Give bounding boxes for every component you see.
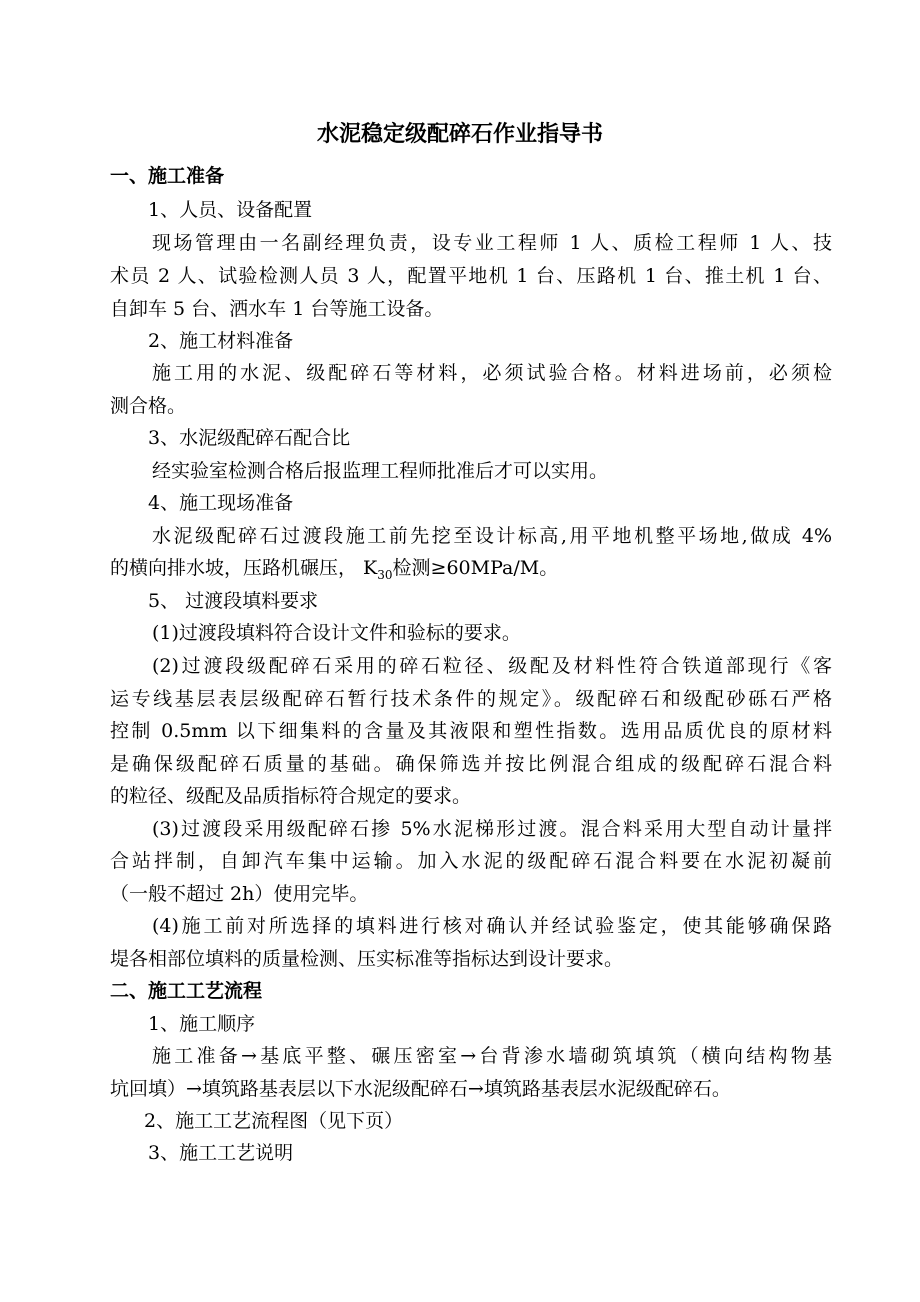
subsection-title: 3、水泥级配碎石配合比 bbox=[148, 427, 351, 449]
subsection-title: 1、人员、设备配置 bbox=[148, 199, 313, 221]
paragraph-line: 施工准备→基底平整、碾压密室→台背渗水墙砌筑填筑（横向结构物基 bbox=[152, 1045, 832, 1067]
paragraph-line bbox=[110, 555, 558, 588]
paragraph-line: 是确保级配碎石质量的基础。确保筛选并按比例混合组成的级配碎石混合料 bbox=[110, 753, 832, 775]
subscript: 30 bbox=[377, 567, 393, 582]
paragraph-line: 控制 0.5mm 以下细集料的含量及其液限和塑性指数。选用品质优良的原材料 bbox=[110, 720, 832, 742]
subsection-title: 3、施工工艺说明 bbox=[148, 1142, 294, 1164]
paragraph-line: 术员 2 人、试验检测人员 3 人，配置平地机 1 台、压路机 1 台、推土机 1 台、 bbox=[110, 265, 832, 287]
paragraph-line: 合站拌制，自卸汽车集中运输。加入水泥的级配碎石混合料要在水泥初凝前 bbox=[110, 850, 832, 872]
paragraph-line: (1)过渡段填料符合设计文件和验标的要求。 bbox=[152, 622, 521, 644]
paragraph-line: 堤各相部位填料的质量检测、压实标准等指标达到设计要求。 bbox=[110, 948, 624, 970]
text: 的横向排水坡，压路机碾压， K bbox=[110, 557, 378, 579]
paragraph-line: 施工用的水泥、级配碎石等材料，必须试验合格。材料进场前，必须检 bbox=[152, 362, 832, 384]
subsection-title: 4、施工现场准备 bbox=[148, 492, 294, 514]
paragraph-line: (4)施工前对所选择的填料进行核对确认并经试验鉴定，使其能够确保路 bbox=[152, 915, 832, 937]
paragraph-line: (3)过渡段采用级配碎石掺 5%水泥梯形过渡。混合料采用大型自动计量拌 bbox=[152, 818, 832, 840]
paragraph-line: 水泥级配碎石过渡段施工前先挖至设计标高,用平地机整平场地,做成 4% bbox=[152, 525, 832, 547]
paragraph-line: 现场管理由一名副经理负责，设专业工程师 1 人、质检工程师 1 人、技 bbox=[152, 232, 832, 254]
paragraph-line: 经实验室检测合格后报监理工程师批准后才可以实用。 bbox=[152, 460, 609, 482]
subsection-title: 1、施工顺序 bbox=[148, 1013, 256, 1035]
subsection-title: 2、施工材料准备 bbox=[148, 330, 294, 352]
subsection-title: 5、 过渡段填料要求 bbox=[148, 590, 319, 612]
paragraph-line: 测合格。 bbox=[110, 395, 187, 417]
paragraph-line: 坑回填）→填筑路基表层以下水泥级配碎石→填筑路基表层水泥级配碎石。 bbox=[110, 1078, 731, 1100]
subsection-title: 2、施工工艺流程图（见下页） bbox=[144, 1110, 404, 1132]
section-heading: 二、施工工艺流程 bbox=[110, 980, 263, 1002]
section-heading: 一、施工准备 bbox=[110, 165, 225, 187]
paragraph-line: 运专线基层表层级配碎石暂行技术条件的规定》。级配碎石和级配砂砾石严格 bbox=[110, 688, 832, 710]
paragraph-line: (2)过渡段级配碎石采用的碎石粒径、级配及材料性符合铁道部现行《客 bbox=[152, 655, 832, 677]
paragraph-line: （一般不超过 2h）使用完毕。 bbox=[110, 883, 369, 905]
paragraph-line: 的粒径、级配及品质指标符合规定的要求。 bbox=[110, 785, 472, 807]
paragraph-line: 自卸车 5 台、洒水车 1 台等施工设备。 bbox=[110, 298, 444, 320]
document-title: 水泥稳定级配碎石作业指导书 bbox=[316, 121, 603, 147]
text: 检测≥60MPa/M。 bbox=[392, 557, 559, 579]
